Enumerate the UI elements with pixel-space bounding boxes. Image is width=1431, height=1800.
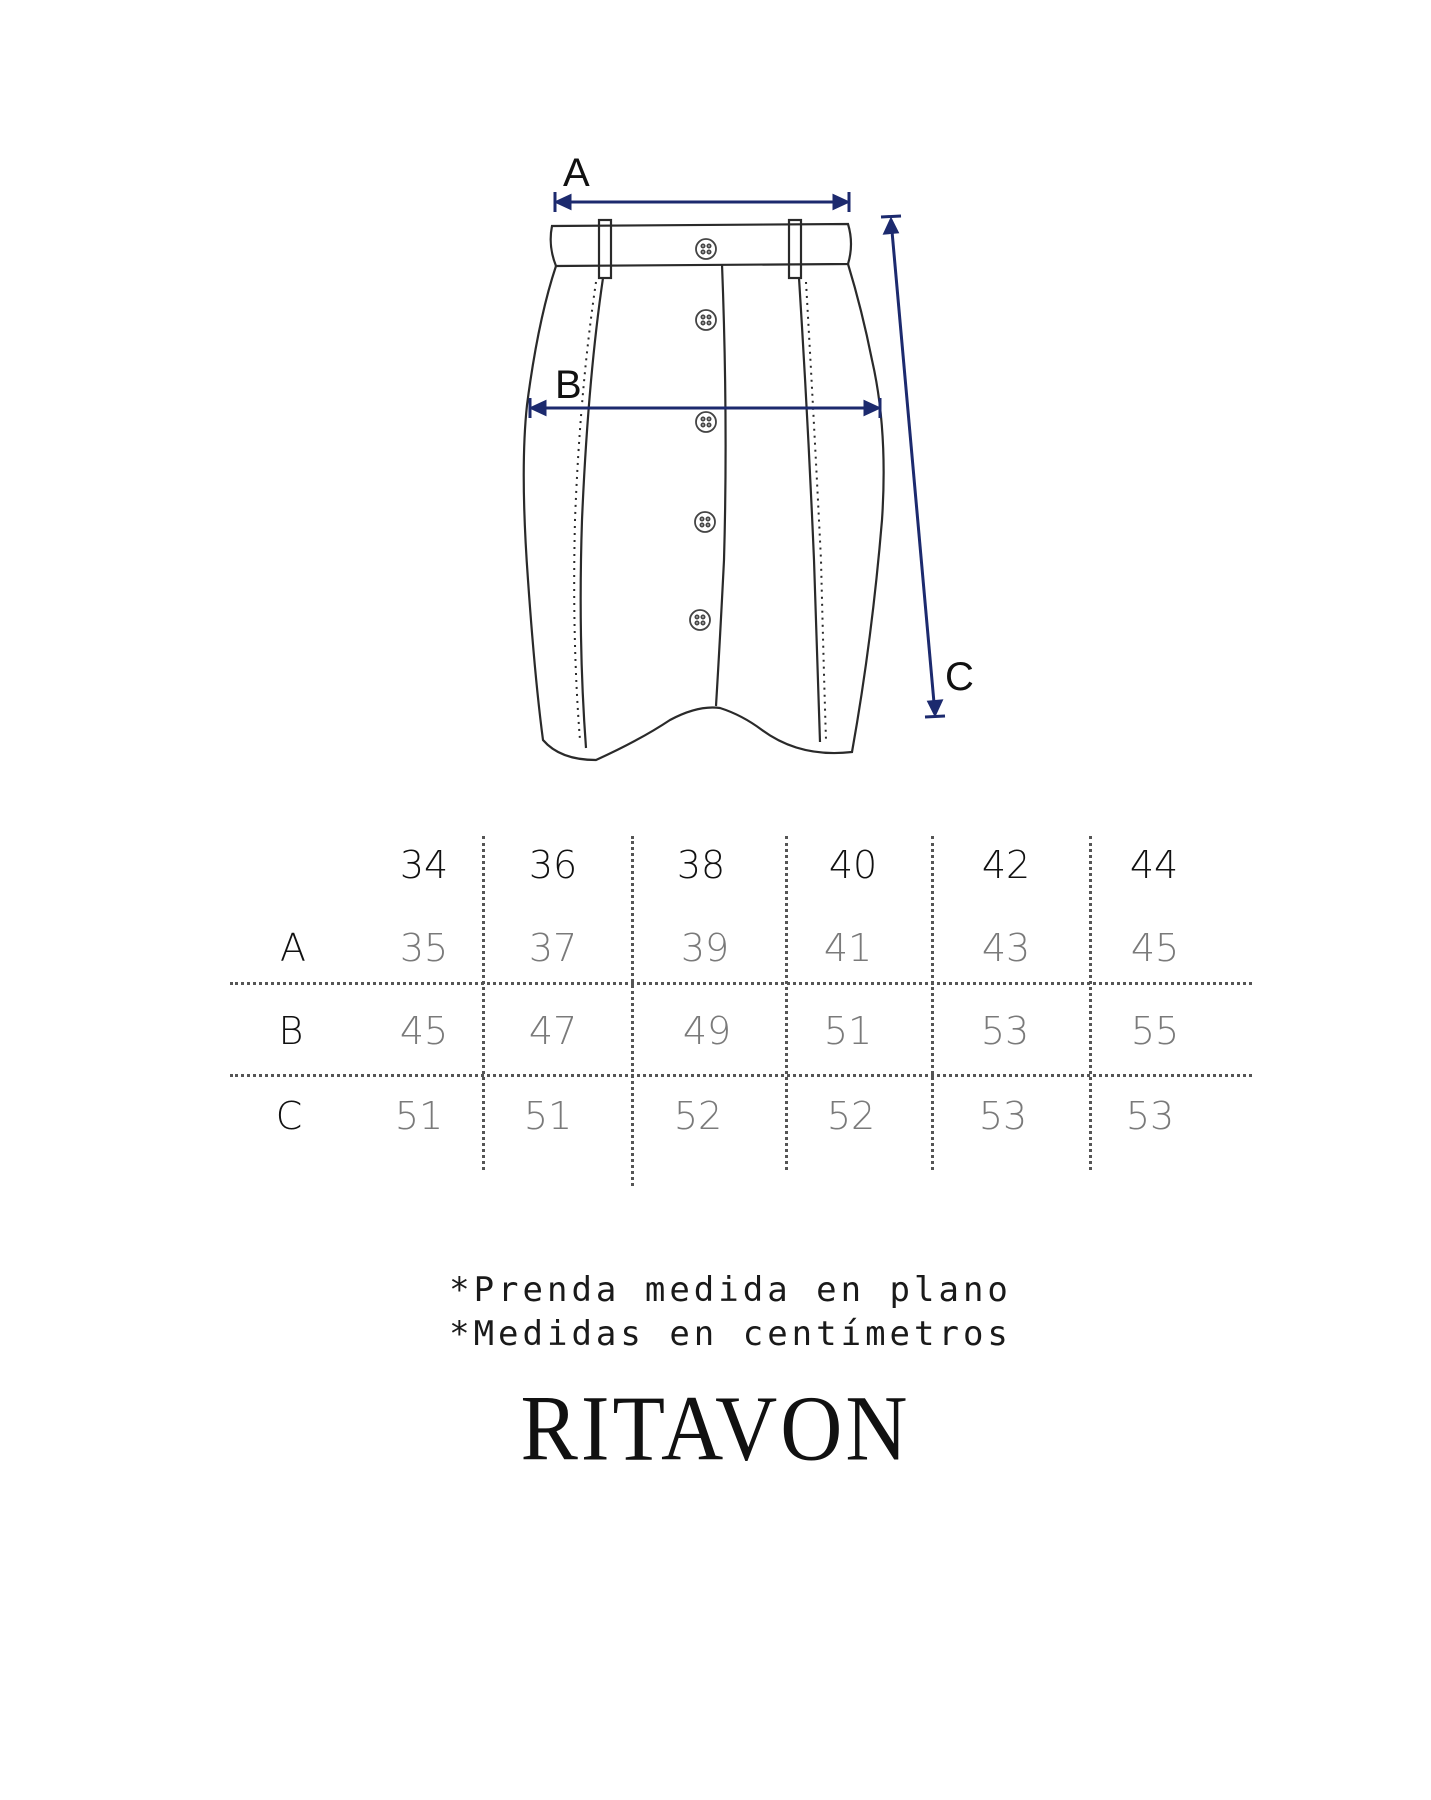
skirt-outline — [524, 220, 884, 760]
table-cell: 52 — [673, 1094, 723, 1138]
table-cell: 53 — [1125, 1094, 1175, 1138]
table-cell: 43 — [981, 926, 1031, 970]
label-c: C — [945, 655, 974, 699]
table-cell: 41 — [823, 926, 873, 970]
button-icon — [696, 239, 716, 259]
column-divider — [1089, 836, 1092, 1170]
skirt-diagram — [0, 0, 1431, 800]
note-line: *Medidas en centímetros — [449, 1314, 1012, 1354]
row-divider — [230, 1074, 1252, 1077]
measure-a-arrow — [555, 192, 849, 212]
row-label-a: A — [280, 926, 306, 970]
table-cell: 37 — [528, 926, 578, 970]
button-icon — [690, 610, 710, 630]
belt-loop-right — [789, 220, 801, 278]
column-divider — [785, 836, 788, 1170]
belt-loop-left — [599, 220, 611, 278]
column-divider — [631, 836, 634, 1186]
size-header: 40 — [828, 843, 878, 887]
buttons — [690, 239, 716, 630]
front-placket — [716, 264, 726, 706]
size-header: 34 — [399, 843, 449, 887]
column-divider — [482, 836, 485, 1170]
table-cell: 53 — [978, 1094, 1028, 1138]
table-cell: 51 — [823, 1009, 873, 1053]
row-label-c: C — [275, 1094, 303, 1138]
table-cell: 53 — [980, 1009, 1030, 1053]
table-cell: 45 — [1130, 926, 1180, 970]
table-cell: 45 — [399, 1009, 449, 1053]
column-divider — [931, 836, 934, 1170]
measurement-notes — [0, 1268, 1431, 1356]
note-line: *Prenda medida en plano — [449, 1270, 1012, 1310]
size-table — [0, 820, 1431, 1180]
label-b: B — [555, 363, 582, 407]
size-header: 36 — [528, 843, 578, 887]
brand-logo: RITAVON — [520, 1376, 911, 1480]
measure-c-arrow — [881, 216, 945, 717]
size-header: 42 — [981, 843, 1031, 887]
size-header: 44 — [1129, 843, 1179, 887]
seam-left — [581, 278, 603, 748]
seam-right — [799, 278, 820, 742]
table-cell: 39 — [680, 926, 730, 970]
table-cell: 55 — [1130, 1009, 1180, 1053]
table-cell: 35 — [399, 926, 449, 970]
button-icon — [696, 412, 716, 432]
table-cell: 51 — [523, 1094, 573, 1138]
row-divider — [230, 982, 1252, 985]
row-label-b: B — [278, 1009, 304, 1053]
button-icon — [695, 512, 715, 532]
topstitching — [574, 282, 826, 740]
label-a: A — [563, 151, 590, 195]
table-cell: 49 — [682, 1009, 732, 1053]
table-cell: 51 — [394, 1094, 444, 1138]
table-cell: 52 — [826, 1094, 876, 1138]
button-icon — [696, 310, 716, 330]
table-cell: 47 — [528, 1009, 578, 1053]
size-header: 38 — [676, 843, 726, 887]
